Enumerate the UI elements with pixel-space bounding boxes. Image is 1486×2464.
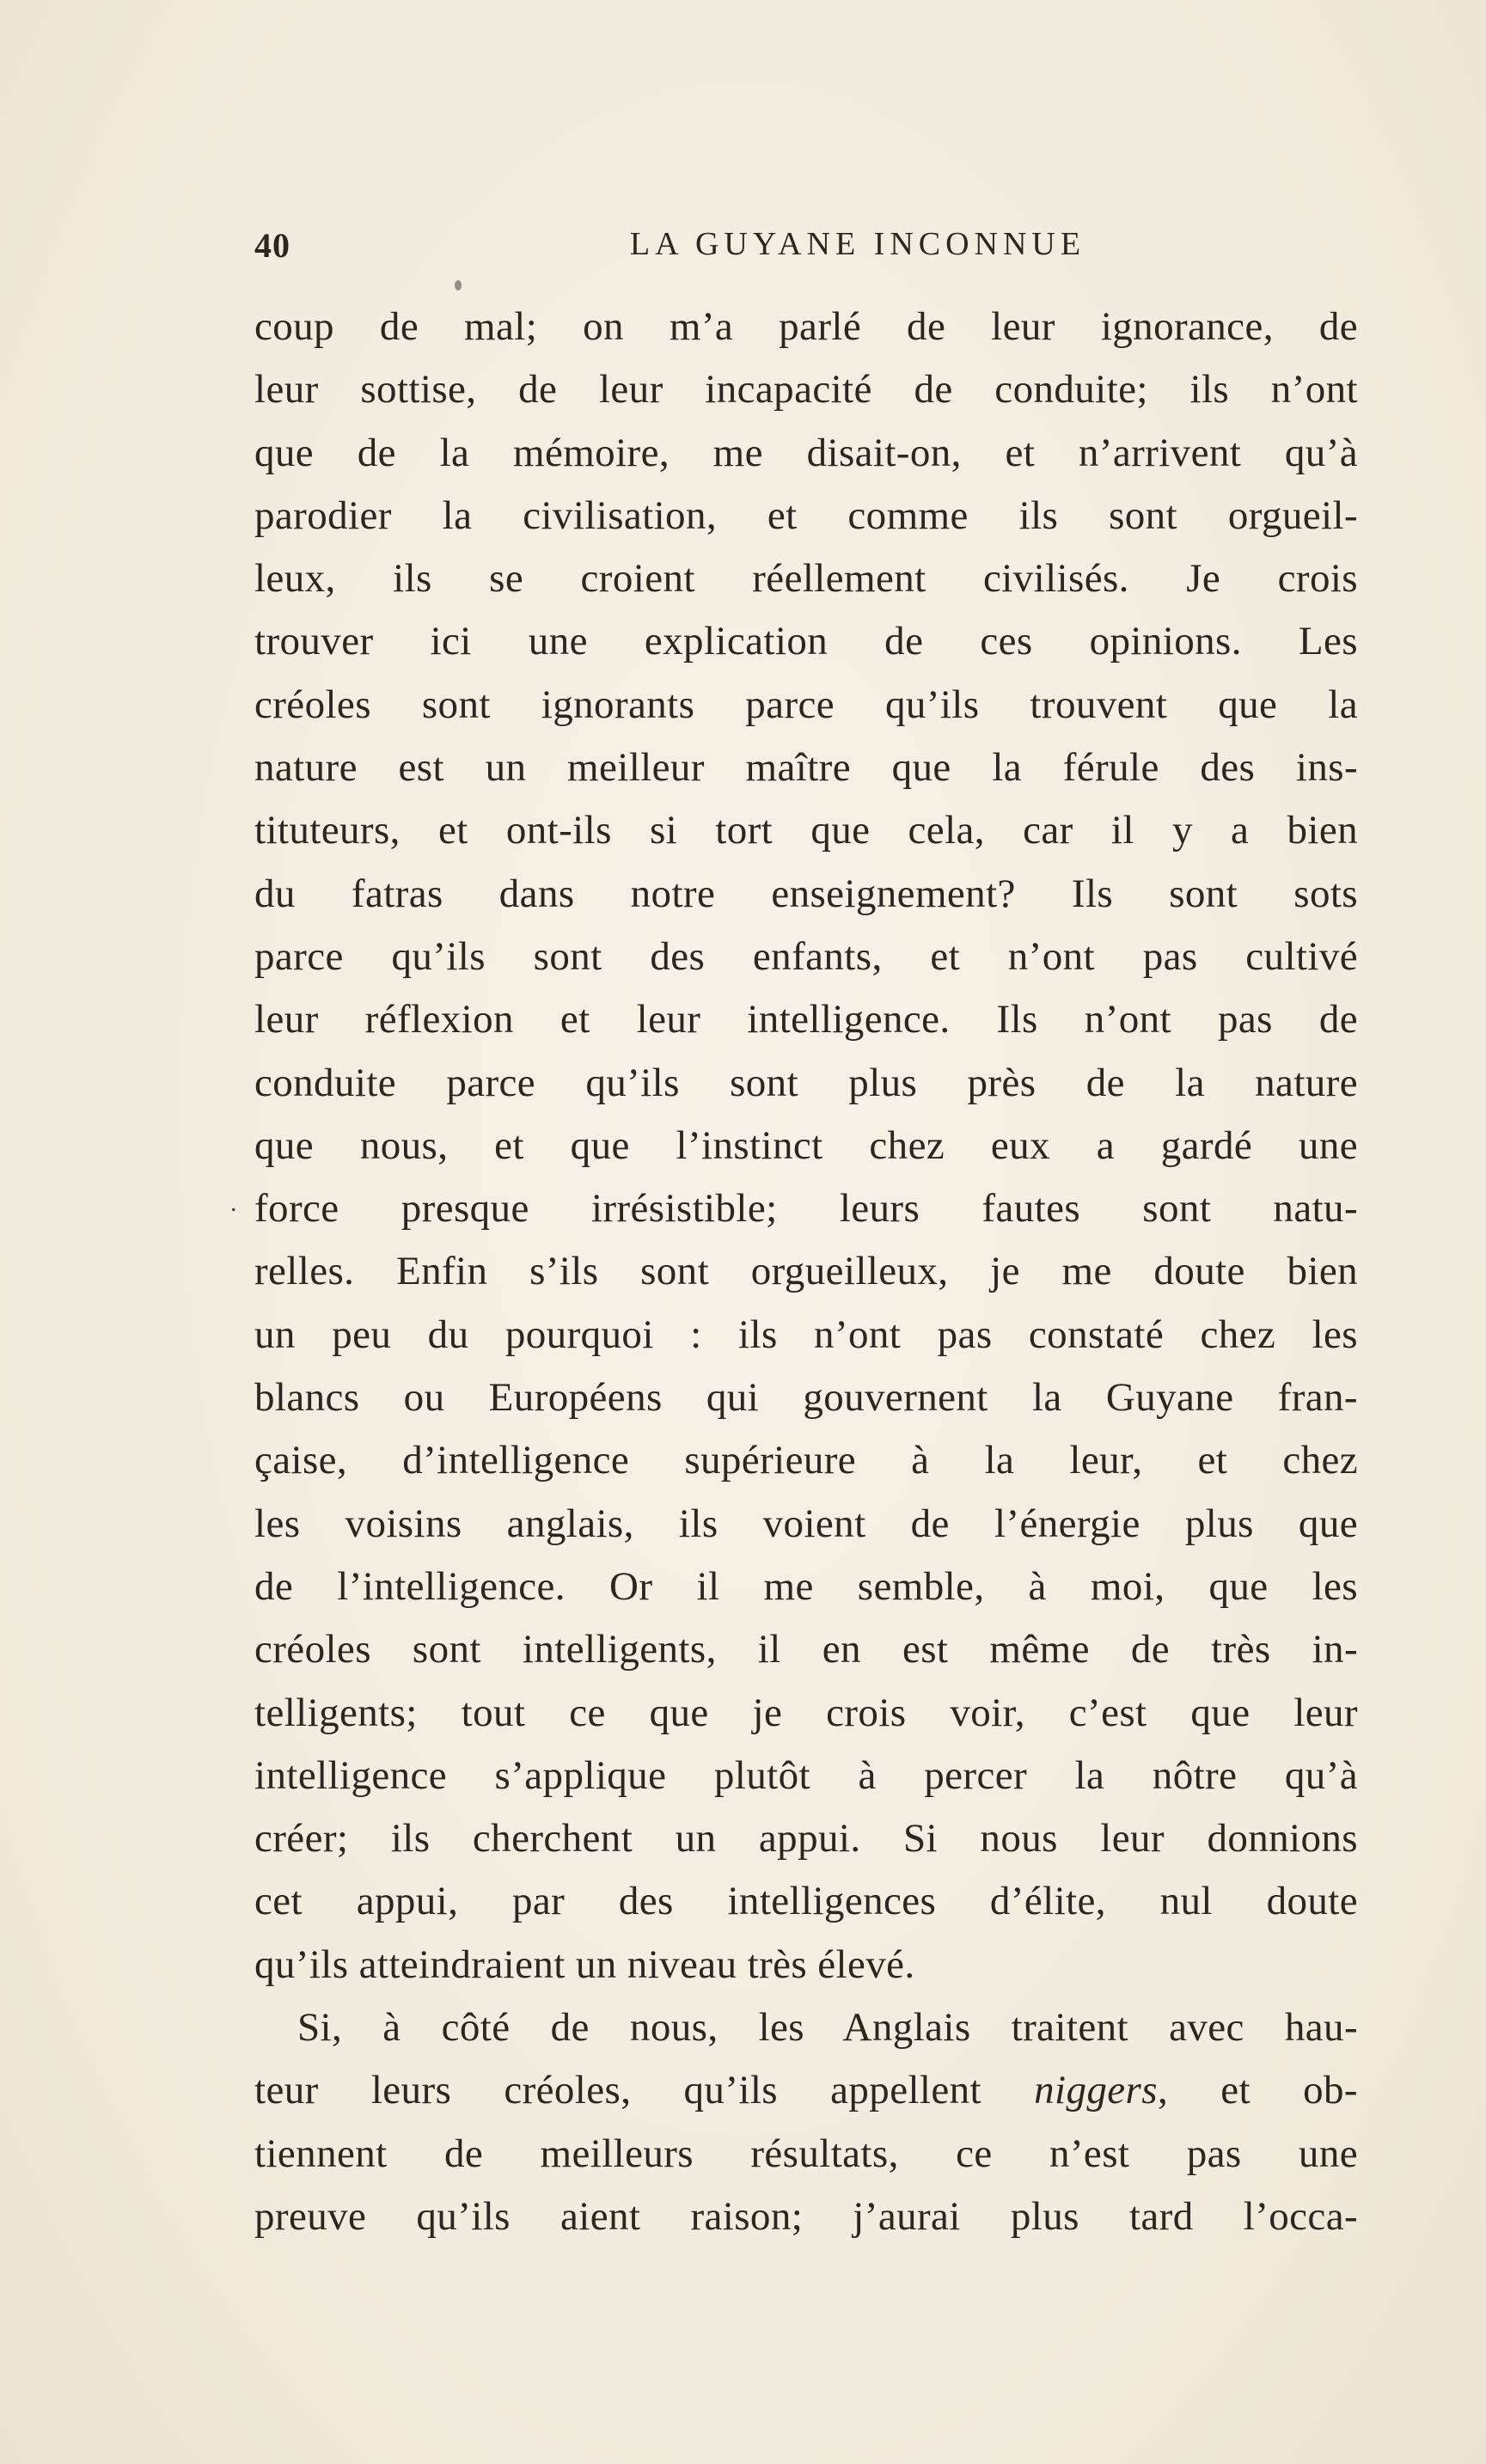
text-line: cet appui, par des intelligences d’élite, nul doute (254, 1879, 1358, 1924)
text-line: Si, à côté de nous, les Anglais traitent avec hau- (297, 2005, 1358, 2051)
paragraph-1 (254, 296, 1358, 1996)
text-line: les voisins anglais, ils voient de l’énergie plus que (254, 1501, 1358, 1546)
text-line: du fatras dans notre enseignement? Ils sont sots (254, 871, 1358, 916)
text-line: créer; ils cherchent un appui. Si nous leur donnions (254, 1816, 1358, 1862)
text-line: trouver ici une explication de ces opinions. Les (254, 619, 1358, 664)
text-line: conduite parce qu’ils sont plus près de la nature (254, 1060, 1358, 1105)
text-line: que nous, et que l’instinct chez eux a gardé une (254, 1122, 1358, 1168)
text-line: de l’intelligence. Or il me semble, à moi, que les (254, 1563, 1358, 1609)
text-span: , et ob- (1157, 2068, 1358, 2113)
text-line: tituteurs, et ont-ils si tort que cela, car il y a bien (254, 808, 1358, 853)
margin-mark: . (230, 1189, 237, 1217)
text-line: leur réflexion et leur intelligence. Ils n’ont pas de (254, 997, 1358, 1042)
text-line: un peu du pourquoi : ils n’ont pas constaté chez les (254, 1311, 1358, 1357)
text-line: parce qu’ils sont des enfants, et n’ont pas cultivé (254, 933, 1358, 979)
text-line: leux, ils se croient réellement civilisés. Je crois (254, 556, 1358, 602)
page-header (254, 225, 1358, 268)
text-line: force presque irrésistible; leurs fautes sont natu- (254, 1186, 1358, 1232)
text-line: parodier la civilisation, et comme ils sont orgueil- (254, 492, 1358, 538)
text-line: créoles sont ignorants parce qu’ils trouvent que la (254, 682, 1358, 727)
text-line: blancs ou Européens qui gouvernent la Guyane fran- (254, 1375, 1358, 1421)
text-line: qu’ils atteindraient un niveau très élevé. (254, 1941, 915, 1987)
text-line: nature est un meilleur maître que la férule des ins- (254, 745, 1358, 791)
text-line: tiennent de meilleurs résultats, ce n’est pas une (254, 2131, 1358, 2176)
text-line: çaise, d’intelligence supérieure à la leur, et chez (254, 1438, 1358, 1483)
text-line: telligents; tout ce que je crois voir, c’est que leur (254, 1690, 1358, 1735)
text-line (254, 2059, 1358, 2122)
text-line: intelligence s’applique plutôt à percer la nôtre qu’à (254, 1752, 1358, 1798)
body-text (254, 296, 1358, 2248)
text-line: leur sottise, de leur incapacité de conduite; ils n’ont (254, 367, 1358, 413)
text-line: preuve qu’ils aient raison; j’aurai plus tard l’occa- (254, 2193, 1358, 2239)
paragraph-2 (254, 1996, 1358, 2248)
running-title: LA GUYANE INCONNUE (629, 226, 1086, 262)
text-span: teur leurs créoles, qu’ils appellent (254, 2068, 1035, 2113)
text-line: coup de mal; on m’a parlé de leur ignorance, de (254, 304, 1358, 349)
italic-word: niggers (1034, 2068, 1158, 2113)
text-line: créoles sont intelligents, il en est même de très in- (254, 1627, 1358, 1672)
ink-speck (455, 280, 462, 290)
page-number: 40 (254, 226, 290, 265)
text-line: que de la mémoire, me disait-on, et n’arrivent qu’à (254, 430, 1358, 475)
text-line: relles. Enfin s’ils sont orgueilleux, je me doute bien (254, 1249, 1358, 1294)
